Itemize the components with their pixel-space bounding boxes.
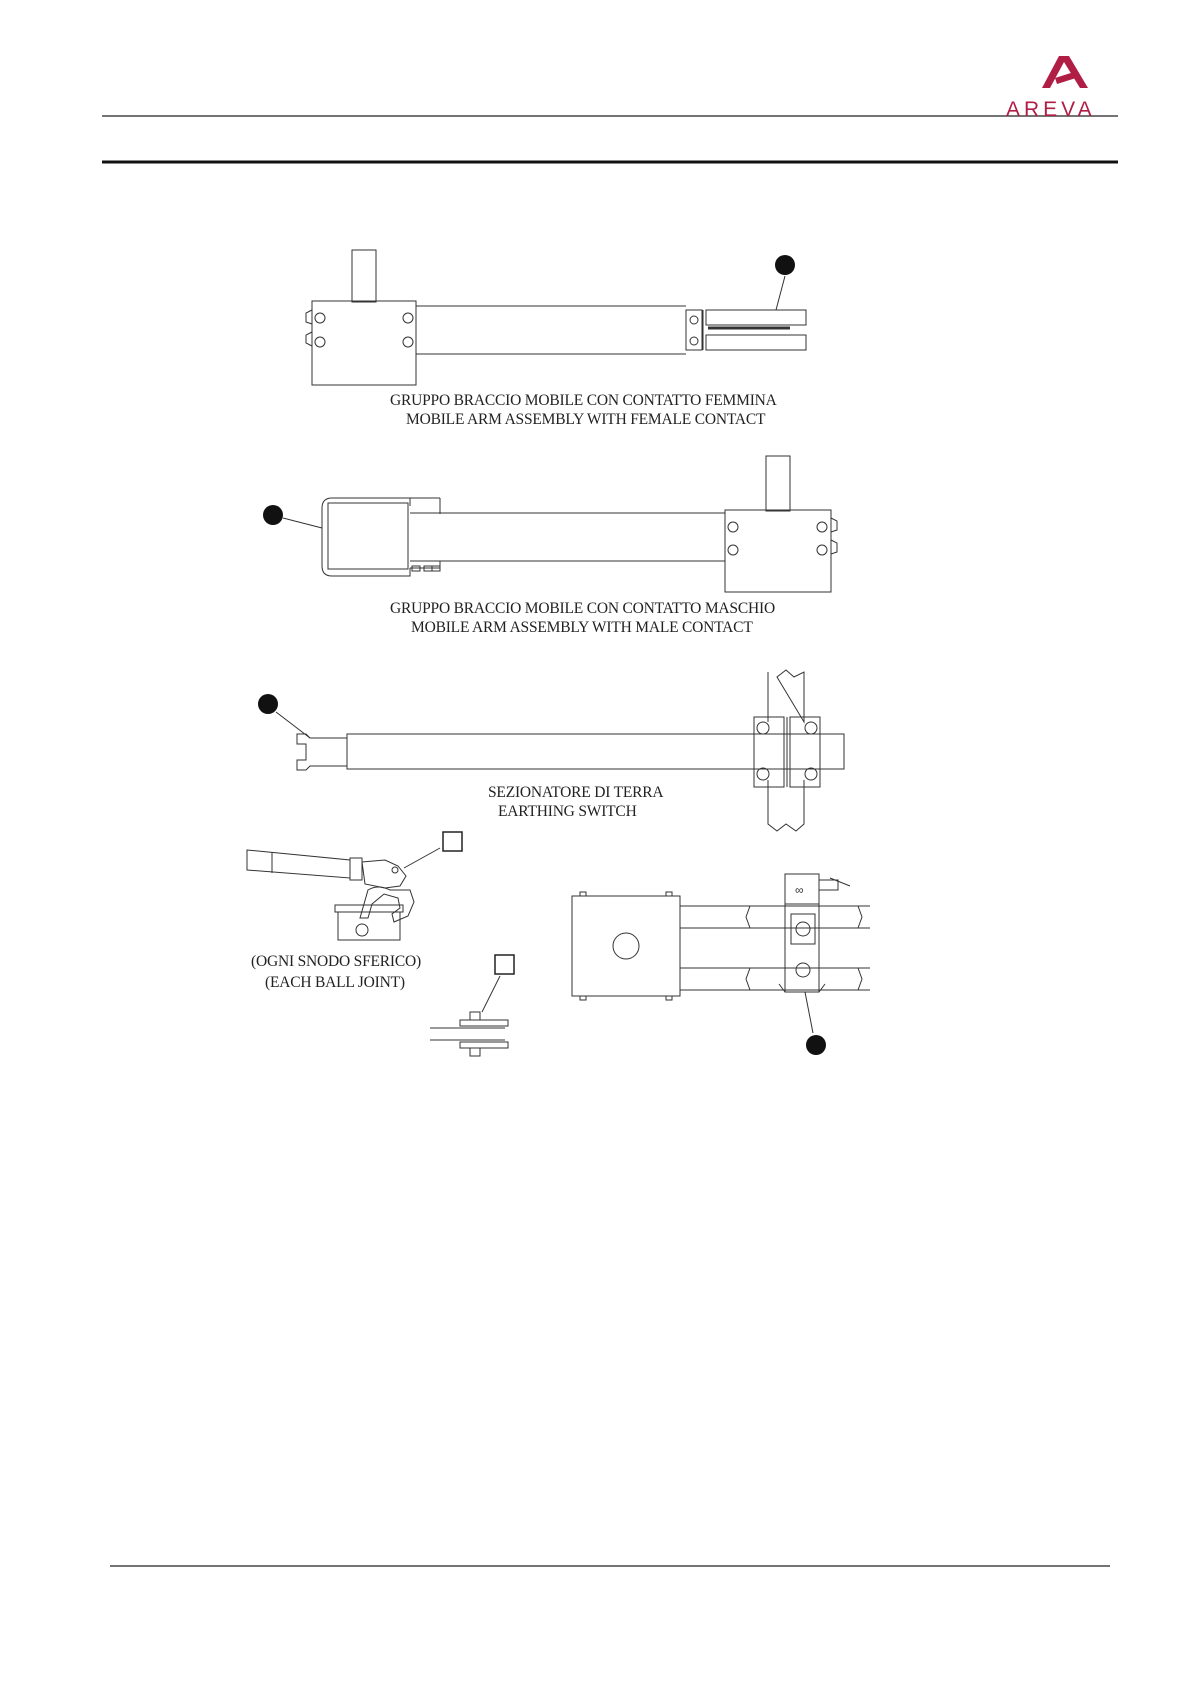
- callout-pin-square: [495, 955, 514, 974]
- areva-logo-text: AREVA: [1006, 98, 1096, 121]
- callout-coupling-plate: [806, 1035, 826, 1055]
- areva-logo-icon: [1042, 56, 1088, 88]
- ball-joint-drawing: [247, 848, 508, 1056]
- caption-ball-joint-en: (EACH BALL JOINT): [265, 974, 405, 991]
- callout-female-contact: [775, 255, 795, 275]
- svg-text:∞: ∞: [795, 883, 804, 897]
- callout-male-contact: [263, 505, 283, 525]
- caption-earthing-it: SEZIONATORE DI TERRA: [488, 784, 664, 801]
- caption-female-en: MOBILE ARM ASSEMBLY WITH FEMALE CONTACT: [406, 411, 766, 428]
- callout-earthing-switch: [258, 694, 278, 714]
- caption-female-it: GRUPPO BRACCIO MOBILE CON CONTATTO FEMMINA: [390, 392, 777, 409]
- female-contact-arm-drawing: [306, 250, 806, 385]
- coupling-plate-drawing: [572, 874, 870, 1033]
- callout-ball-joint-square: [443, 832, 462, 851]
- caption-male-en: MOBILE ARM ASSEMBLY WITH MALE CONTACT: [411, 619, 753, 636]
- caption-male-it: GRUPPO BRACCIO MOBILE CON CONTATTO MASCHIO: [390, 600, 775, 617]
- caption-ball-joint-it: (OGNI SNODO SFERICO): [251, 953, 421, 970]
- male-contact-arm-drawing: [283, 456, 837, 592]
- caption-earthing-en: EARTHING SWITCH: [498, 803, 637, 820]
